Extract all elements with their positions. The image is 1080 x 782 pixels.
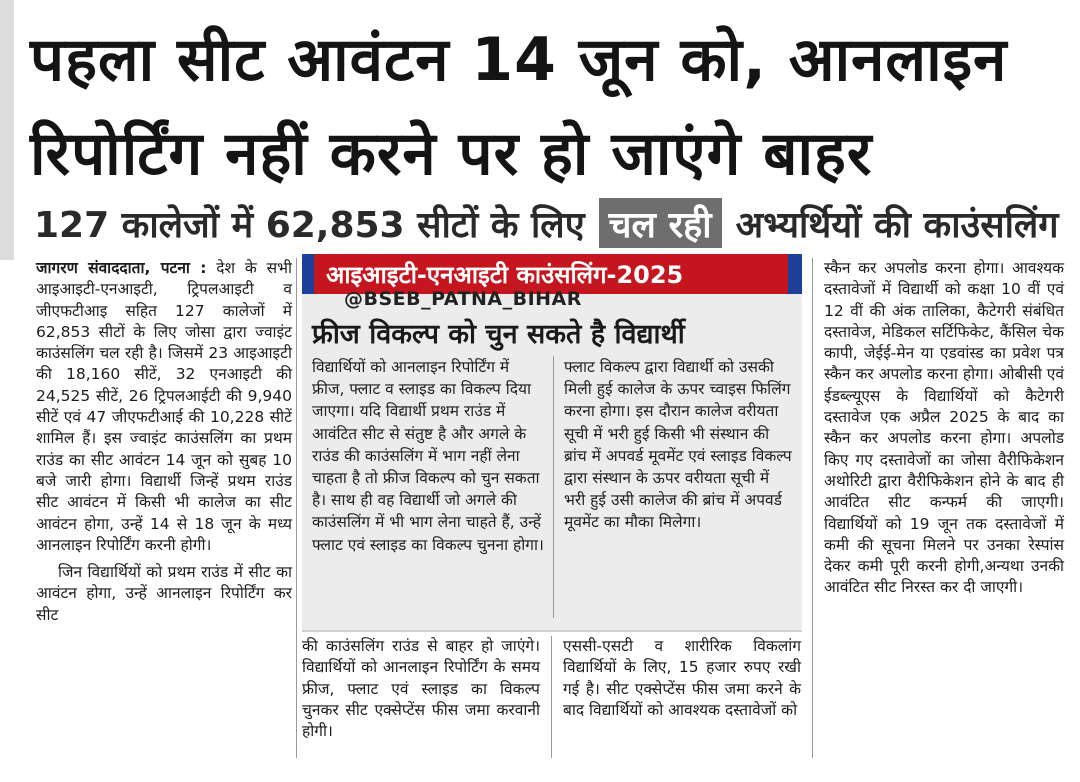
column-1-paragraph-1: देश के सभी आइआइटी-एनआइटी, ट्रिपलआइटी व जीएफटीआइ सहित 127 कालेजों में 62,853 सीटों के लिए जोसा द्वारा ज्वाइंट काउंसलिंग चल रही है। जिसमें 23 आइआइटी की 18,160 सीटें, 32 एनआइटी की 24,525 सीटें, 26 ट्रिपलआईटी की 9,940 सीटें एवं 47 जीएफटीआई की 10,228 सीटें शामिल हैं। इस ज्वाइंट काउंसलिंग का प्रथम राउंड का सीट आवंटन 14 जून को सुबह 10 बजे जारी होगा। विद्यार्थी जिन्हें प्रथम राउंड सीट आवंटन में किसी भी कालेज का सीट आवंटन होगा, उन्हें 14 से 18 जून के मध्य आनलाइन रिपोर्टिंग करनी होगी।: [36, 259, 292, 554]
watermark: @BSEB_PATNA_BIHAR: [344, 288, 582, 310]
box-title-accent-left: [302, 254, 314, 294]
subheadline-highlight: चल रही: [599, 198, 722, 248]
column-divider-2: [551, 636, 552, 758]
byline: जागरण संवाददाता, पटना :: [36, 259, 207, 277]
box-column-divider: [553, 356, 554, 618]
subheadline-end: अभ्यर्थियों की काउंसलिंग: [735, 204, 1059, 246]
article-column-1: [36, 258, 292, 626]
subheadline-start: 127 कालेजों में 62,853 सीटों के लिए: [34, 204, 585, 246]
article-column-4: स्कैन कर अपलोड करना होगा। आवश्यक दस्तावेजों में विद्यार्थी को कक्षा 10 वीं एवं 12 वीं की अंक तालिका, कैटेगरी संबंधित दस्तावेज, मेडिकल सर्टिफिकेट, कैंसिल चेक कापी, जेईई-मेन या एडवांस्ड का प्रवेश पत्र स्कैन कर अपलोड करना होगा। ओबीसी एवं ईडब्ल्यूएस के विद्यार्थियों को कैटेगरी दस्तावेज एक अप्रैल 2025 के बाद का स्कैन कर अपलोड करना होगा। अपलोड किए गए दस्तावेजों का जोसा वैरीफिकेशन अथोरिटी द्वारा वैरीफिकेशन होने के बाद ही आवंटित सीट कन्फर्म की जाएगी। विद्यार्थियों को 19 जून तक दस्तावेजों में कमी की सूचना मिलने पर उनका रेस्पांस देकर कमी पूरी करनी होगी,अन्यथा उनकी आवंटित सीट निरस्त कर दी जाएगी।: [824, 259, 1064, 597]
subheadline: [34, 196, 1074, 250]
column-divider-3: [812, 258, 813, 758]
box-heading: फ्रीज विकल्प को चुन सकते है विद्यार्थी: [312, 319, 685, 350]
column-divider-1: [296, 258, 297, 758]
article-column-3-continued: एससी-एसटी व शारीरिक विकलांग विद्यार्थियों के लिए, 15 हजार रुपए रखी गई है। सीट एक्सेप्टेंस फीस जमा करने के बाद विद्यार्थियों को आवश्यक दस्तावेजों को: [563, 637, 801, 719]
column-1-paragraph-2: जिन विद्यार्थियों को प्रथम राउंड में सीट का आवंटन होगा, उन्हें आनलाइन रिपोर्टिंग कर सीट: [36, 563, 292, 624]
box-title-accent-right: [788, 254, 802, 294]
page-edge-shadow: [0, 0, 14, 260]
box-column-left: विद्यार्थियों को आनलाइन रिपोर्टिंग में फ्रीज, फ्लाट व स्लाइड का विकल्प दिया जाएगा। यदि विद्यार्थी प्रथम राउंड में आवंटित सीट से संतुष्ट है और अगले के राउंड की काउंसलिंग में भाग नहीं लेना चाहता है तो फ्रीज विकल्प को चुन सकता है। साथ ही वह विद्यार्थी जो अगले की काउंसलिंग में भी भाग लेना चाहते हैं, उन्हें फ्लाट एवं स्लाइड का विकल्प चुनना होगा।: [312, 358, 544, 554]
article-column-2-continued: की काउंसलिंग राउंड से बाहर हो जाएंगे। विद्यार्थियों को आनलाइन रिपोर्टिंग के समय फ्रीज, फ्लाट एवं स्लाइड का विकल्प चुनकर सीट एक्सेप्टेंस फीस जमा करवानी होगी।: [302, 637, 540, 741]
box-column-right: फ्लाट विकल्प द्वारा विद्यार्थी को उसकी मिली हुई कालेज के ऊपर च्वाइस फिलिंग करना होगा। इस दौरान कालेज वरीयता सूची में भरी हुई किसी भी संस्थान की ब्रांच में अपवर्ड मूवमेंट एवं स्लाइड विकल्प द्वारा संस्थान के ऊपर वरीयता सूची में भरी हुई उसी कालेज की ब्रांच में अपवर्ड मूवमेंट का मौका मिलेगा।: [564, 358, 792, 532]
headline-line-1: पहला सीट आवंटन 14 जून को, आनलाइन: [30, 25, 1008, 95]
headline-line-2: रिपोर्टिंग नहीं करने पर हो जाएंगे बाहर: [30, 119, 873, 189]
box-title: आइआइटी-एनआइटी काउंसलिंग-2025: [302, 254, 802, 294]
